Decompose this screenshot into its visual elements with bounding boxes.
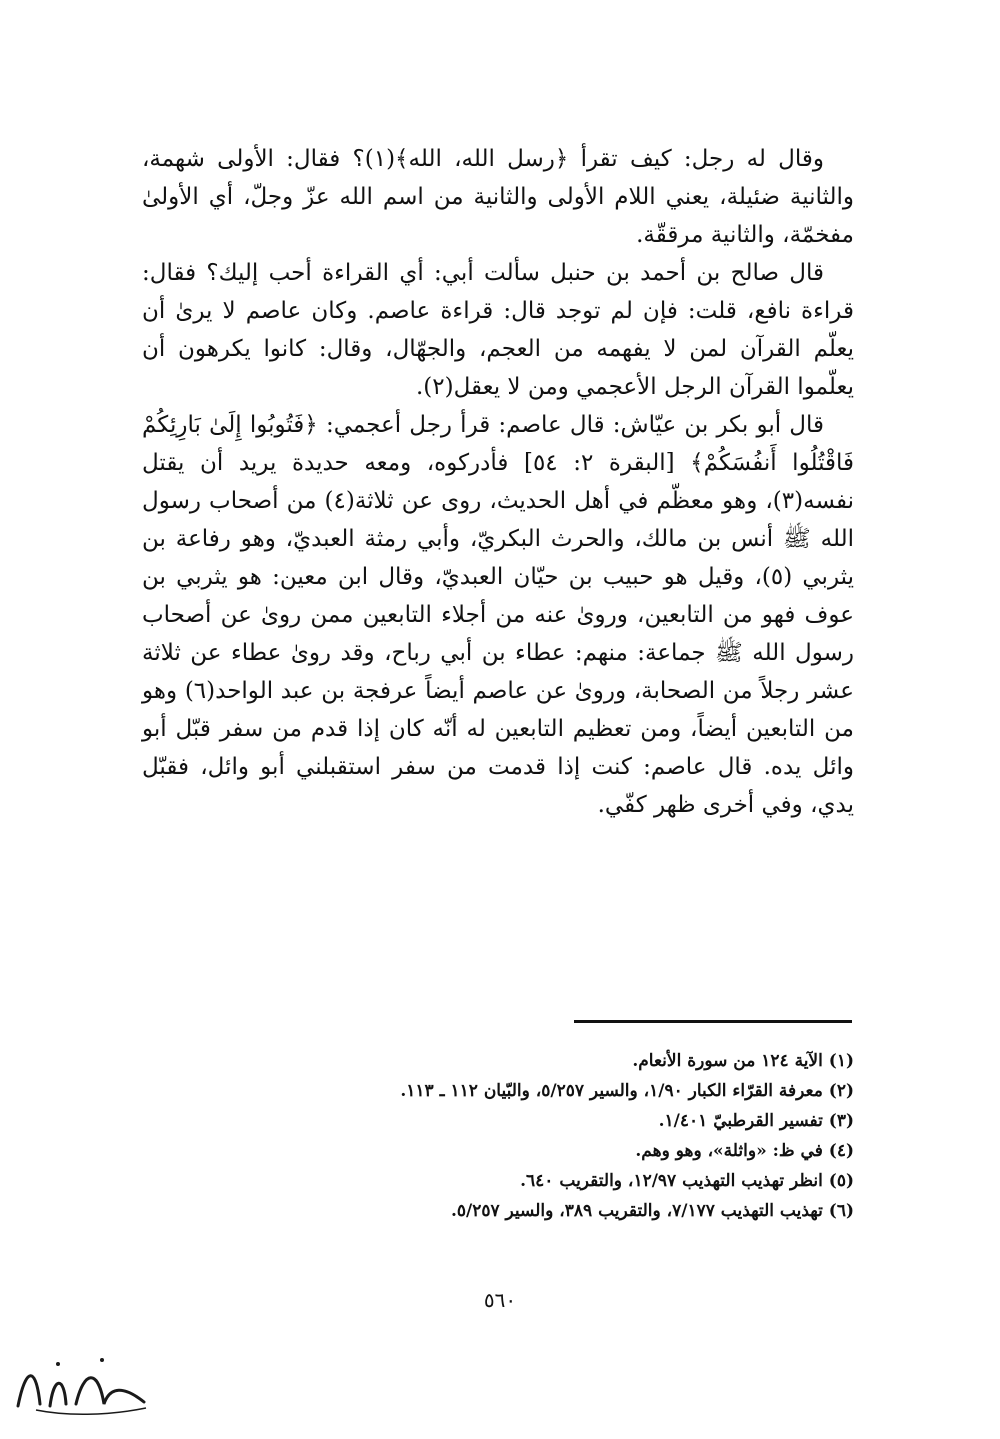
- footnote-divider: [574, 1020, 852, 1023]
- paragraph-1: وقال له رجل: كيف تقرأ ﴿رسل الله، الله﴾(١)؟ فقال: الأولى شهمة، والثانية ضئيلة، يعني اللام الأولى والثانية من اسم الله عزّ وجلّ، أي الأولىٰ مفخمّة، والثانية مرققّة.: [142, 146, 854, 248]
- footnote-6: (٦) تهذيب التهذيب ٧/١٧٧، والتقريب ٣٨٩، والسير ٥/٢٥٧.: [450, 1201, 854, 1221]
- calligraphy-logo-icon: [6, 1346, 156, 1432]
- footnotes-section: [142, 1046, 854, 1226]
- watermark-logo: [6, 1346, 156, 1432]
- footnote-2: (٢) معرفة القرّاء الكبار ١/٩٠، والسير ٥/٢٥٧، والبّيان ١١٢ ـ ١١٣.: [400, 1081, 854, 1101]
- footnote-3: (٣) تفسير القرطبيّ ١/٤٠١.: [658, 1111, 854, 1131]
- footnote-4: (٤) في ظ: «واثلة»، وهو وهم.: [635, 1141, 854, 1161]
- footnote-5: (٥) انظر تهذيب التهذيب ١٢/٩٧، والتقريب ٦٤٠.: [520, 1171, 854, 1191]
- page-number: ٥٦٠: [483, 1288, 517, 1312]
- paragraph-3: قال أبو بكر بن عيّاش: قال عاصم: قرأ رجل أعجمي: ﴿فَتُوبُوا إِلَىٰ بَارِئِكُمْ فَاقْتُلُوا أَنفُسَكُمْ﴾ [البقرة ٢: ٥٤] فأدركوه، ومعه حديدة يريد أن يقتل نفسه(٣)، وهو معظّم في أهل الحديث، روى عن ثلاثة(٤) من أصحاب رسول الله ﷺ أنس بن مالك، والحرث البكريّ، وأبي رمثة العبديّ، وهو رفاعة بن يثربي (٥)، وقيل هو حبيب بن حيّان العبديّ، وقال ابن معين: هو يثربي بن عوف فهو من التابعين، وروىٰ عنه من أجلاء التابعين ممن روىٰ عن أصحاب رسول الله ﷺ جماعة: منهم: عطاء بن أبي رباح، وقد روىٰ عطاء عن ثلاثة عشر رجلاً من الصحابة، وروىٰ عن عاصم أيضاً عرفجة بن عبد الواحد(٦) وهو من التابعين أيضاً، ومن تعظيم التابعين له أنّه كان إذا قدم من سفر قبّل أبو وائل يده. قال عاصم: كنت إذا قدمت من سفر استقبلني أبو وائل، فقبّل يدي، وفي أخرى ظهر كفّي.: [142, 412, 855, 818]
- main-text-body: [142, 140, 854, 824]
- paragraph-2: قال صالح بن أحمد بن حنبل سألت أبي: أي القراءة أحب إليك؟ فقال: قراءة نافع، قلت: فإن لم توجد قال: قراءة عاصم. وكان عاصم لا يرىٰ أن يعلّم القرآن لمن لا يفهمه من العجم، والجهّال، وقال: كانوا يكرهون أن يعلّموا القرآن الرجل الأعجمي ومن لا يعقل(٢).: [142, 260, 854, 400]
- footnote-1: (١) الآية ١٢٤ من سورة الأنعام.: [632, 1051, 854, 1071]
